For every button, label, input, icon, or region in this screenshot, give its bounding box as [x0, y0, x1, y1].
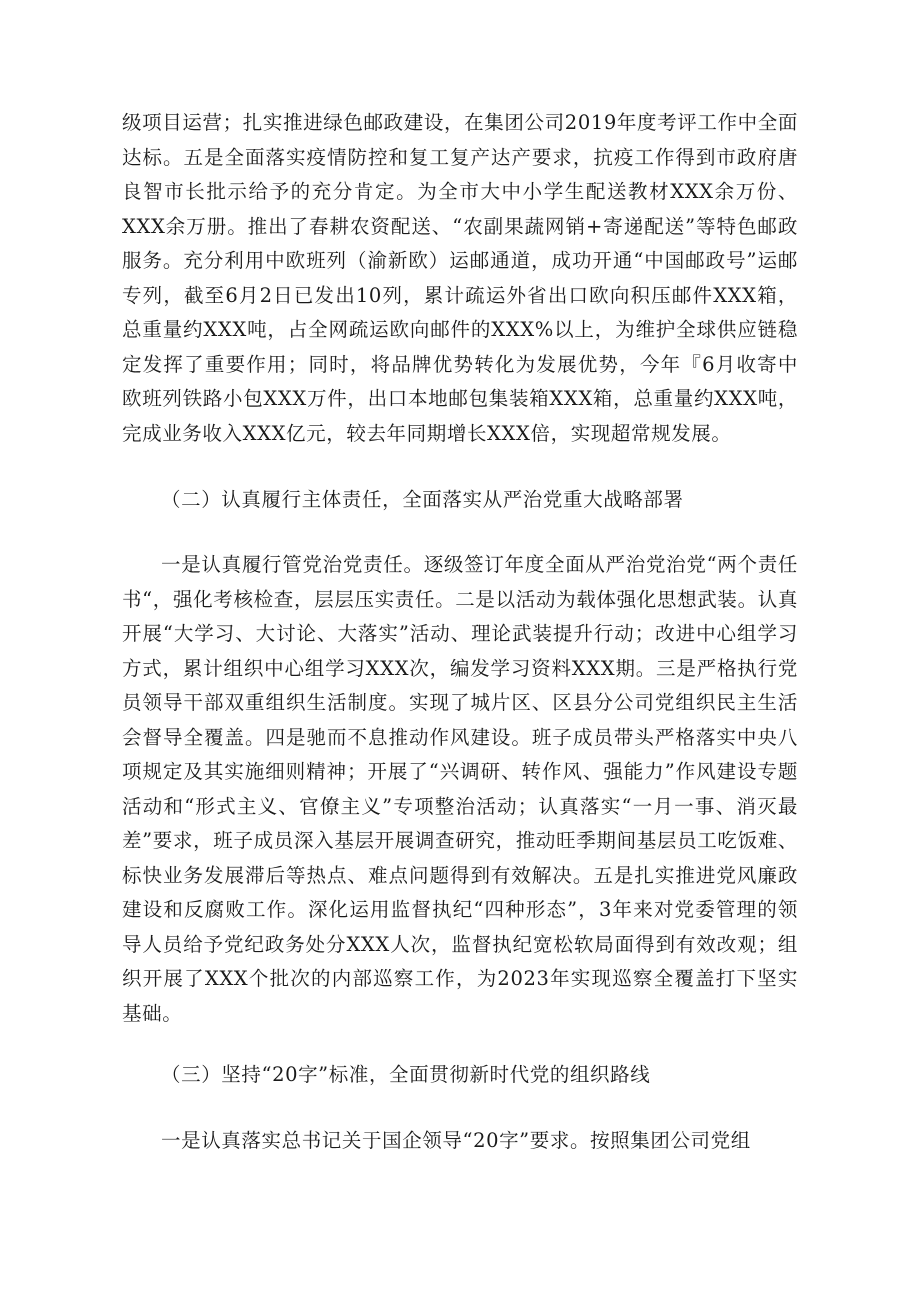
body-paragraph-section-3: 一是认真落实总书记关于国企领导“20字”要求。按照集团公司党组: [161, 1129, 751, 1152]
section-heading-2: （二）认真履行主体责任，全面落实从严治党重大战略部署: [161, 488, 684, 511]
body-paragraph-section-2: 一是认真履行管党治党责任。逐级签订年度全面从严治党治党“两个责任书“，强化考核检查，层层压实责任。二是以活动为载体强化思想武装。认真开展“大学习、大讨论、大落实”活动、理论武装提升行动；改进中心组学习方式，累计组织中心组学习XXX次，编发学习资料XXX期。三是严格执行党员领导干部双重组织生活制度。实现了城片区、区县分公司党组织民主生活会督导全覆盖。四是驰而不息推动作风建设。班子成员带头严格落实中央八项规定及其实施细则精神；开展了“兴调研、转作风、强能力”作风建设专题活动和“形式主义、官僚主义”专项整治活动；认真落实“一月一事、消灭最差”要求，班子成员深入基层开展调查研究，推动旺季期间基层员工吃饭难、标快业务发展滞后等热点、难点问题得到有效解决。五是扎实推进党风廉政建设和反腐败工作。深化运用监督执纪“四种形态”，3年来对党委管理的领导人员给予党纪政务处分XXX人次，监督执纪宽松软局面得到有效改观；组织开展了XXX个批次的内部巡察工作，为2023年实现巡察全覆盖打下坚实基础。: [122, 553, 798, 1025]
body-paragraph-continued: 级项目运营；扎实推进绿色邮政建设，在集团公司2019年度考评工作中全面达标。五是全面落实疫情防控和复工复产达产要求，抗疫工作得到市政府唐良智市长批示给予的充分肯定。为全市大中小学生配送教材XXX余万份、XXX余万册。推出了春耕农资配送、“农副果蔬网销+寄递配送”等特色邮政服务。充分利用中欧班列（渝新欧）运邮通道，成功开通“中国邮政号”运邮专列，截至6月2日已发出10列，累计疏运外省出口欧向积压邮件XXX箱，总重量约XXX吨，占全网疏运欧向邮件的XXX%以上，为维护全球供应链稳定发挥了重要作用；同时，将品牌优势转化为发展优势，今年『6月收寄中欧班列铁路小包XXX万件，出口本地邮包集装箱XXX箱，总重量约XXX吨，完成业务收入XXX亿元，较去年同期增长XXX倍，实现超常规发展。: [122, 111, 798, 445]
section-heading-3: （三）坚持“20字”标准，全面贯彻新时代党的组织路线: [161, 1063, 651, 1086]
